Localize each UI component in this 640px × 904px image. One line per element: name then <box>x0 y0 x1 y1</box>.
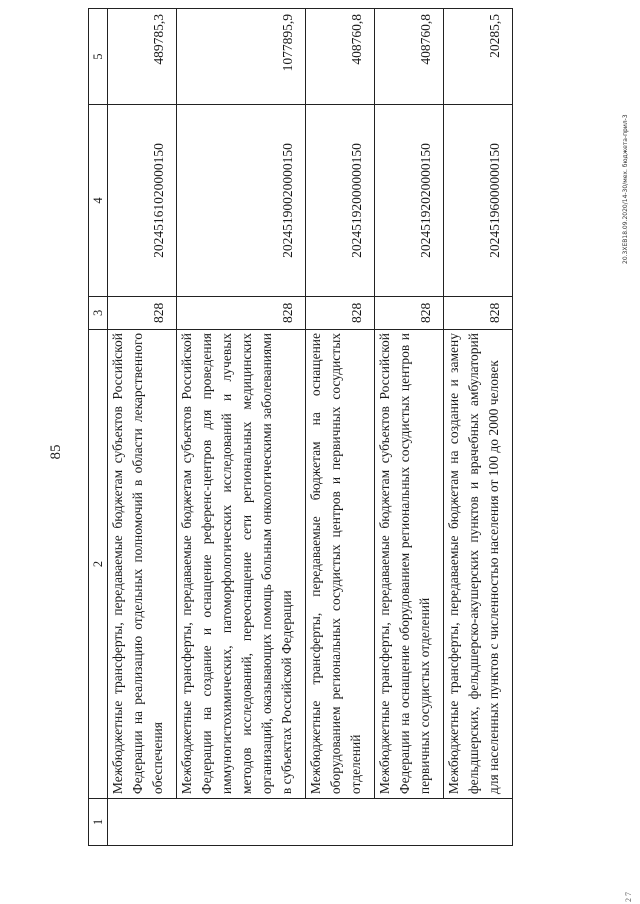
table-header-row <box>89 9 108 846</box>
header-cell-5: 5 <box>89 9 108 105</box>
row-amount: 1077895,9 <box>177 9 306 105</box>
row-amount: 408760,8 <box>375 9 444 105</box>
row-admin-code: 828 <box>444 296 513 329</box>
row-description: Межбюджетные трансферты, передаваемые бюджетам субъектов Российской Федерации на создание и оснащение референс-центров для проведения иммуногистохимических, патоморфологических исследований и лучевых методов исследований, переоснащение сети региональных медицинских организаций, оказывающих помощь больным онкологическими заболеваниями в субъектах Российской Федерации <box>177 329 306 798</box>
budget-table <box>88 8 513 846</box>
header-cell-3: 3 <box>89 296 108 329</box>
row-budget-code: 20245192020000150 <box>375 105 444 296</box>
row-description: Межбюджетные трансферты, передаваемые бюджетам на создание и замену фельдшерских, фельдшерско-акушерских пунктов и врачебных амбулаторий для населенных пунктов с численностью населения от 100 до 2000 человек <box>444 329 513 798</box>
table-row <box>375 9 444 846</box>
table-row <box>306 9 375 846</box>
row-admin-code: 828 <box>177 296 306 329</box>
row-amount: 20285,5 <box>444 9 513 105</box>
footer-document-code: 20.3ХЕВ18.09.2020/14-30/мех. бюджета-прил-3 <box>622 114 629 264</box>
group-cell <box>444 799 513 846</box>
row-admin-code: 828 <box>306 296 375 329</box>
row-description: Межбюджетные трансферты, передаваемые бюджетам на оснащение оборудованием региональных сосудистых центров и первичных сосудистых отделений <box>306 329 375 798</box>
row-amount: 408760,8 <box>306 9 375 105</box>
corner-mark: 2 7 <box>624 892 633 902</box>
row-budget-code: 20245192000000150 <box>306 105 375 296</box>
group-cell <box>177 799 306 846</box>
group-cell <box>375 799 444 846</box>
row-amount: 489785,3 <box>108 9 177 105</box>
row-admin-code: 828 <box>108 296 177 329</box>
row-description: Межбюджетные трансферты, передаваемые бюджетам субъектов Российской Федерации на реализацию отдельных полномочий в области лекарственного обеспечения <box>108 329 177 798</box>
page-number: 85 <box>48 444 64 460</box>
row-budget-code: 20245190020000150 <box>177 105 306 296</box>
row-description: Межбюджетные трансферты, передаваемые бюджетам субъектов Российской Федерации на оснащение оборудованием региональных сосудистых центров и первичных сосудистых отделений <box>375 329 444 798</box>
row-admin-code: 828 <box>375 296 444 329</box>
table-row <box>444 9 513 846</box>
header-cell-1: 1 <box>89 799 108 846</box>
header-cell-2: 2 <box>89 329 108 798</box>
header-cell-4: 4 <box>89 105 108 296</box>
table-row <box>108 9 177 846</box>
group-cell <box>108 799 177 846</box>
group-cell <box>306 799 375 846</box>
row-budget-code: 20245196000000150 <box>444 105 513 296</box>
table-row <box>177 9 306 846</box>
row-budget-code: 20245161020000150 <box>108 105 177 296</box>
